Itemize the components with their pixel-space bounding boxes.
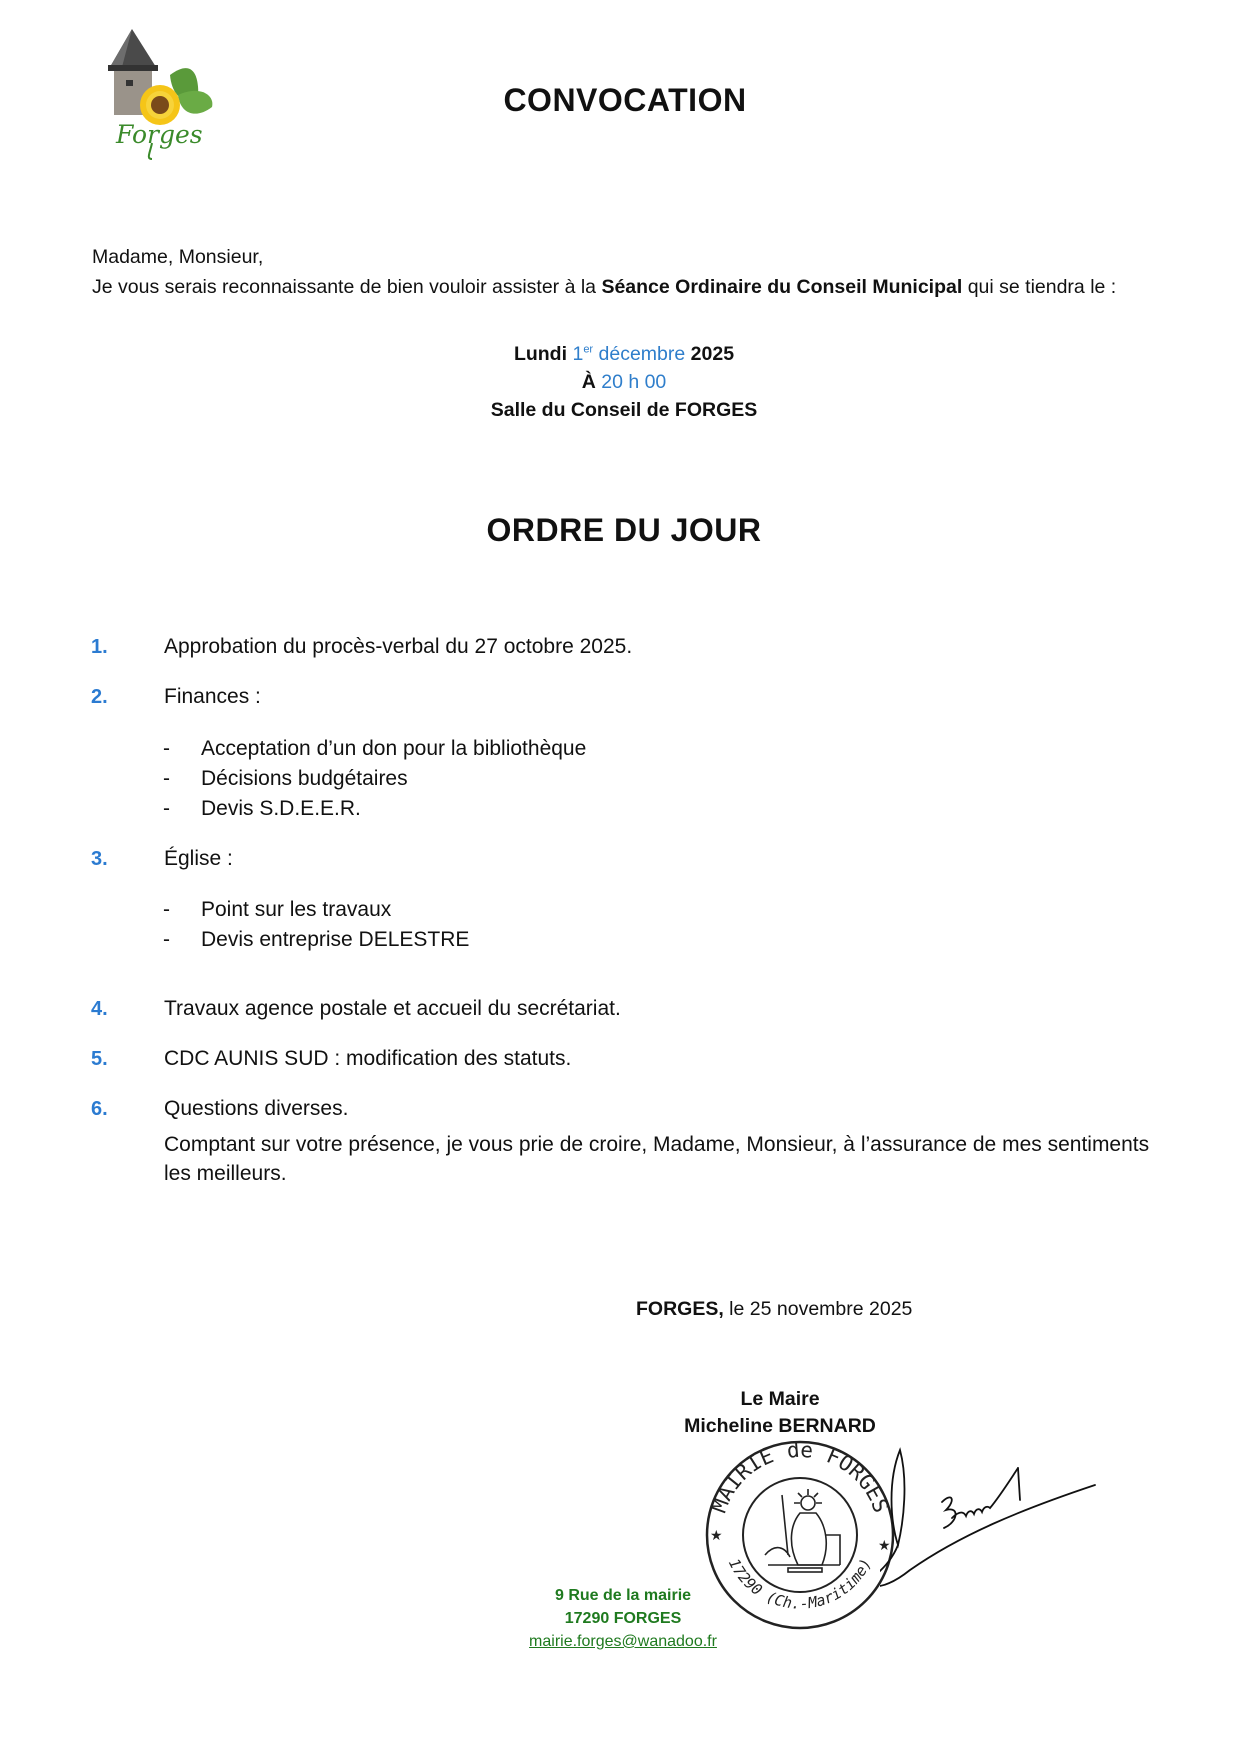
bullet-dash: - <box>163 797 170 820</box>
meeting-day: Lundi <box>513 343 568 365</box>
page-title: CONVOCATION <box>503 82 747 118</box>
meeting-place: Salle du Conseil de FORGES <box>490 399 758 421</box>
agenda-item: Finances : <box>164 685 261 708</box>
bullet-dash: - <box>163 767 170 790</box>
agenda-subitem: Devis entreprise DELESTRE <box>201 928 470 951</box>
intro-text-start: Je vous serais reconnaissante de bien vouloir assister à la <box>92 276 602 298</box>
svg-text:Forges: Forges <box>116 120 203 149</box>
email-link[interactable]: mairie.forges@wanadoo.fr <box>529 1633 717 1650</box>
stamp-bottom-text: 17290 (Ch.-Maritime) <box>724 1555 876 1613</box>
agenda-number: 4. <box>91 998 108 1020</box>
signing-date: le 25 novembre 2025 <box>723 1298 913 1320</box>
agenda-item: Église : <box>164 847 233 870</box>
signature-icon <box>880 1440 1100 1590</box>
stamp-top-text: MAIRIE de FORGES <box>706 1437 894 1516</box>
closing-text: Comptant sur votre présence, je vous prie de croire, Madame, Monsieur, à l’assurance de mes sentiments les meilleurs. <box>164 1133 1150 1185</box>
agenda-item: Approbation du procès-verbal du 27 octobre 2025. <box>164 635 633 658</box>
bullet-dash: - <box>163 898 170 921</box>
agenda-subitem: Acceptation d’un don pour la bibliothèque <box>201 737 587 760</box>
signatory-name: Micheline BERNARD <box>684 1415 876 1437</box>
meeting-year: 2025 <box>690 343 735 365</box>
meeting-type: Séance Ordinaire du Conseil Municipal <box>601 276 963 298</box>
svg-text:★: ★ <box>710 1527 723 1543</box>
day-suffix: er <box>583 343 594 356</box>
agenda-subitem: Décisions budgétaires <box>201 767 408 790</box>
day-number: 1 <box>572 343 584 365</box>
signing-place: FORGES, <box>636 1298 724 1320</box>
time-value: 20 h 00 <box>601 371 667 393</box>
meeting-time <box>0 371 1240 394</box>
agenda-item: CDC AUNIS SUD : modification des statuts. <box>164 1047 572 1070</box>
handwritten-signature <box>880 1440 1100 1590</box>
agenda-title: ORDRE DU JOUR <box>486 512 762 548</box>
bullet-dash: - <box>163 928 170 951</box>
agenda-item: Travaux agence postale et accueil du secrétariat. <box>164 997 621 1020</box>
official-stamp <box>690 1425 910 1640</box>
meeting-month: décembre <box>598 343 686 365</box>
agenda-number: 2. <box>91 686 108 708</box>
agenda-item: Questions diverses. <box>164 1097 349 1120</box>
agenda-number: 6. <box>91 1098 108 1120</box>
greeting: Madame, Monsieur, <box>92 246 264 268</box>
meeting-day-number <box>572 343 593 365</box>
mairie-seal-icon <box>690 1425 910 1640</box>
address-line2: 17290 FORGES <box>564 1610 682 1627</box>
address-line1: 9 Rue de la mairie <box>554 1587 692 1604</box>
intro-text <box>92 276 1116 299</box>
agenda-number: 1. <box>91 636 108 658</box>
time-prefix: À <box>581 371 596 393</box>
agenda-number: 3. <box>91 848 108 870</box>
bullet-dash: - <box>163 737 170 760</box>
place-date <box>636 1298 912 1321</box>
intro-text-end: qui se tiendra le : <box>962 276 1117 298</box>
meeting-date <box>0 343 1240 366</box>
agenda-number: 5. <box>91 1048 108 1070</box>
agenda-subitem: Point sur les travaux <box>201 898 392 921</box>
svg-text:★: ★ <box>878 1537 891 1553</box>
agenda-subitem: Devis S.D.E.E.R. <box>201 797 361 820</box>
signatory-title: Le Maire <box>740 1388 820 1410</box>
